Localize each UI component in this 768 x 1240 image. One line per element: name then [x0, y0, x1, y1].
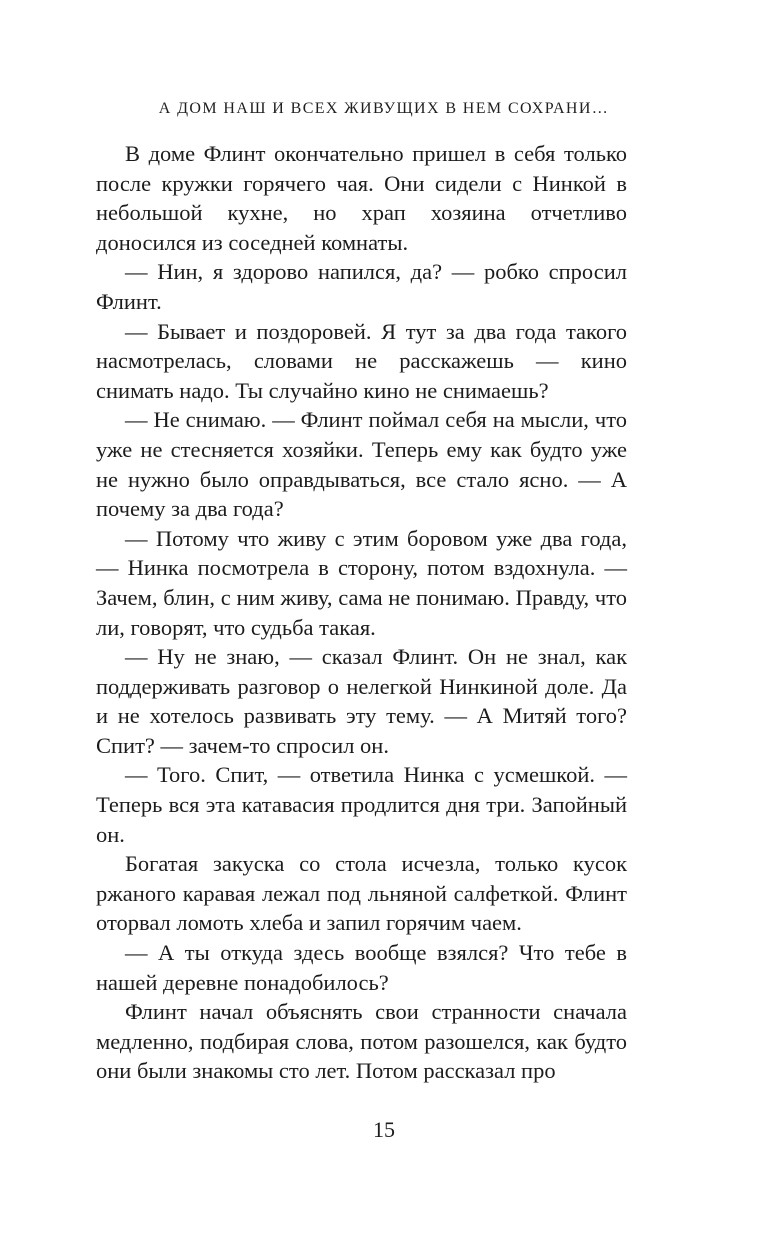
paragraph: — Нин, я здорово напился, да? — робко спросил Флинт.	[96, 259, 627, 314]
running-head: А ДОМ НАШ И ВСЕХ ЖИВУЩИХ В НЕМ СОХРАНИ…	[158, 100, 610, 117]
page-number: 15	[373, 1117, 395, 1142]
paragraph: — Потому что живу с этим боровом уже два года, — Нинка посмотрела в сторону, потом вздохнула. — Зачем, блин, с ним живу, сама не понимаю. Правду, что ли, говорят, что судьба такая.	[96, 525, 627, 640]
paragraph: Богатая закуска со стола исчезла, только кусок ржаного каравая лежал под льняной салфеткой. Флинт оторвал ломоть хлеба и запил горячим чаем.	[96, 851, 627, 936]
paragraph: Флинт начал объяснять свои странности сначала медленно, подбирая слова, потом разошелся, как будто они были знакомы сто лет. Потом рассказал про	[96, 999, 627, 1084]
paragraph: — Бывает и поздоровей. Я тут за два года такого насмотрелась, словами не расскажешь — кино снимать надо. Ты случайно кино не снимаешь?	[96, 318, 627, 403]
paragraph: — Ну не знаю, — сказал Флинт. Он не знал, как поддерживать разговор о нелегкой Нинкиной доле. Да и не хотелось развивать эту тему. — А Митяй того? Спит? — зачем-то спросил он.	[96, 644, 627, 758]
paragraph: — Того. Спит, — ответила Нинка с усмешкой. — Теперь вся эта катавасия продлится дня три. Запойный он.	[96, 762, 627, 847]
paragraph: — А ты откуда здесь вообще взялся? Что тебе в нашей деревне понадобилось?	[96, 940, 627, 995]
paragraph: В доме Флинт окончательно пришел в себя только после кружки горячего чая. Они сидели с Нинкой в небольшой кухне, но храп хозяина отчетливо доносился из соседней комнаты.	[96, 141, 627, 255]
paragraph: — Не снимаю. — Флинт поймал себя на мысли, что уже не стесняется хозяйки. Теперь ему как будто уже не нужно было оправдываться, все стало ясно. — А почему за два года?	[96, 407, 627, 522]
body-text	[96, 139, 627, 1086]
